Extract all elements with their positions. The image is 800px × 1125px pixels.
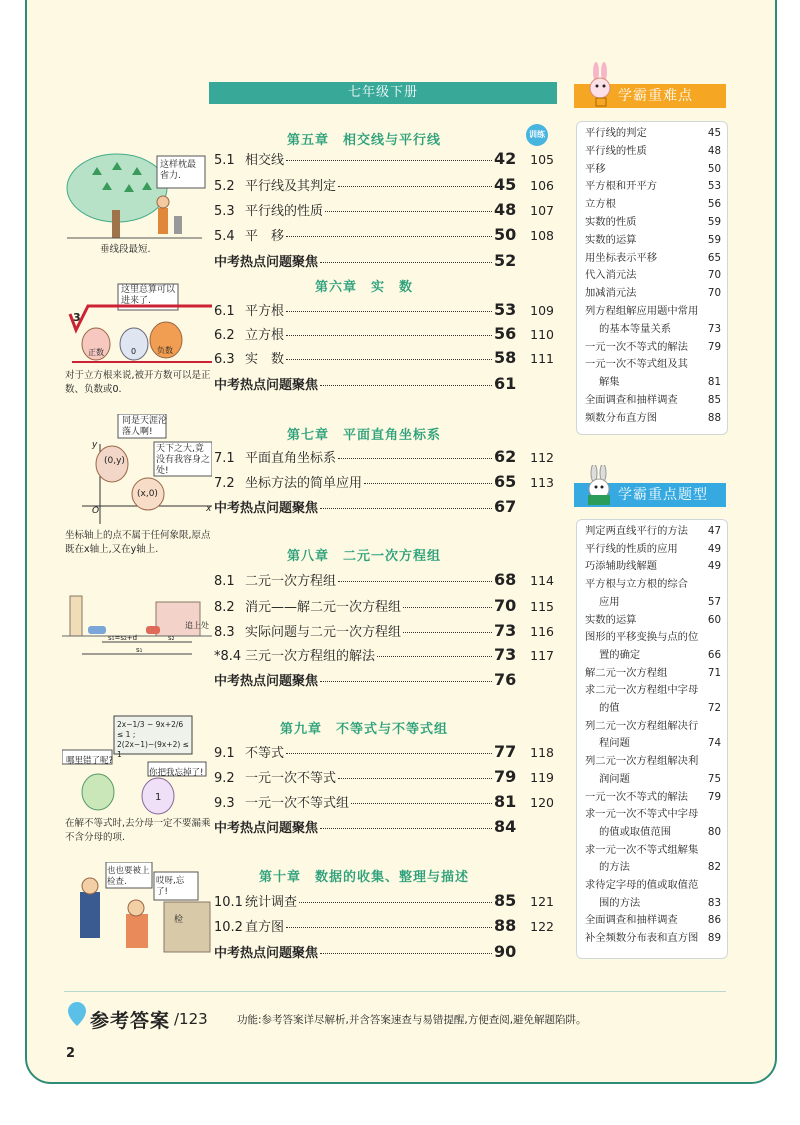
toc-row[interactable] — [214, 645, 554, 665]
panel-item-page: 83 — [707, 896, 721, 909]
dot-leader — [286, 160, 492, 161]
toc-row[interactable] — [214, 742, 554, 762]
panel-item-title: 全面调查和抽样调查 — [585, 394, 678, 406]
toc-row[interactable] — [214, 891, 554, 911]
panel-item-page: 60 — [707, 613, 721, 626]
inequality-caption: 在解不等式时,去分母一定不要漏乘不含分母的项. — [65, 818, 211, 843]
panel-item[interactable] — [585, 523, 721, 540]
panel-item[interactable] — [585, 576, 721, 593]
panel-item-title: 立方根 — [585, 198, 616, 211]
exercise-page: 119 — [530, 770, 554, 785]
exercise-page: 111 — [530, 351, 554, 366]
section-page: 62 — [494, 447, 517, 466]
section-title: 一元一次不等式组 — [245, 796, 350, 811]
panel-item-title: 列二元一次方程组解决利 — [585, 755, 699, 768]
panel-item[interactable] — [585, 267, 721, 284]
exercise-page: 114 — [530, 573, 554, 588]
hot-topics-row[interactable] — [214, 251, 516, 271]
chapter-heading: 第十章 数据的收集、整理与描述 — [258, 870, 469, 885]
section-title: 平行线及其判定 — [245, 179, 337, 194]
panel-item-title: 实数的性质 — [585, 216, 637, 228]
section-number: 6.1 — [214, 304, 235, 319]
hot-topics-title: 中考热点问题聚焦 — [214, 378, 319, 393]
panel-item-title: 的基本等量关系 — [599, 322, 672, 335]
toc-row[interactable] — [214, 300, 554, 320]
hot-topics-title: 中考热点问题聚焦 — [214, 501, 319, 516]
panel-item-page: 45 — [707, 127, 721, 139]
dot-leader — [338, 458, 492, 459]
panel-item[interactable] — [585, 178, 721, 195]
panel-item-page: 75 — [707, 772, 721, 785]
panel-item-title: 全面调查和抽样调查 — [585, 914, 678, 927]
section-number: 7.1 — [214, 451, 235, 466]
dot-leader — [320, 681, 492, 682]
chapter-heading: 第五章 相交线与平行线 — [286, 133, 441, 148]
hot-topics-page: 76 — [494, 670, 517, 689]
dot-leader — [320, 262, 492, 263]
section-title: 三元一次方程组的解法 — [245, 649, 376, 664]
section-number: 9.3 — [214, 796, 235, 811]
exercise-page: 117 — [530, 648, 554, 663]
footer-divider — [64, 991, 726, 992]
root-caption: 对于立方根来说,被开方数可以是正数、负数或0. — [65, 370, 211, 395]
panel-item[interactable] — [585, 682, 721, 699]
panel-item-title: 实数的运算 — [585, 613, 637, 626]
chapter-heading: 第九章 不等式与不等式组 — [279, 722, 448, 737]
panel-item-page: 66 — [707, 648, 721, 661]
panel-item[interactable] — [585, 877, 721, 894]
section-number: 6.3 — [214, 352, 235, 367]
panel-item-page: 57 — [707, 595, 721, 608]
hot-topics-row[interactable] — [214, 374, 516, 394]
dot-leader — [403, 607, 492, 608]
toc-row[interactable] — [214, 621, 554, 641]
survey-speech-bubble-2: 哎呀,忘了! — [156, 876, 185, 897]
toc-row[interactable] — [214, 792, 554, 812]
section-page: 50 — [494, 225, 517, 244]
panel-item[interactable] — [585, 214, 721, 231]
exercise-page: 113 — [530, 475, 554, 490]
hot-topics-page: 67 — [494, 497, 517, 516]
tree-speech-bubble: 这样枕最省力. — [160, 160, 197, 181]
panel-item-title: 程问题 — [599, 737, 630, 750]
hot-topics-row[interactable] — [214, 497, 516, 517]
section-page: 88 — [494, 916, 517, 935]
tree-caption: 垂线段最短. — [100, 244, 151, 255]
panel-item-title: 平方根和开平方 — [585, 180, 658, 193]
toc-row[interactable] — [214, 570, 554, 590]
side-heading-label: 学霸重难点 — [618, 88, 693, 104]
section-page: 73 — [494, 645, 517, 664]
panel-item-page: 49 — [707, 560, 721, 573]
panel-item-title: 平行线的判定 — [585, 127, 647, 139]
coord-point-on-y-axis: (0,y) — [104, 456, 125, 466]
section-page: 81 — [494, 792, 517, 811]
road-s1-label: s₁ — [136, 646, 143, 654]
panel-item-title: 判定两直线平行的方法 — [585, 525, 688, 537]
panel-item[interactable] — [585, 250, 721, 267]
section-title: 相交线 — [245, 153, 285, 168]
panel-item-title: 的值或取值范围 — [599, 825, 672, 838]
panel-item[interactable] — [585, 895, 721, 912]
rabbit-icon — [578, 465, 618, 507]
panel-item[interactable] — [585, 196, 721, 213]
exercise-page: 108 — [530, 228, 554, 243]
panel-item[interactable] — [585, 753, 721, 770]
coord-caption: 坐标轴上的点不属于任何象限,原点既在x轴上,又在y轴上. — [65, 530, 211, 555]
dot-leader — [320, 953, 492, 954]
panel-item-page: 59 — [707, 216, 721, 228]
hot-topics-title: 中考热点问题聚焦 — [214, 674, 319, 689]
panel-item-title: 解集 — [599, 376, 620, 389]
toc-row[interactable] — [214, 225, 554, 245]
dot-leader — [338, 581, 492, 582]
section-page: 85 — [494, 891, 517, 910]
coord-y-axis-label: y — [92, 440, 98, 450]
section-page: 58 — [494, 348, 517, 367]
root-zero-label: 0 — [131, 347, 137, 356]
panel-item[interactable] — [585, 374, 721, 391]
panel-item[interactable] — [585, 718, 721, 735]
panel-item-title: 用坐标表示平移 — [585, 251, 658, 264]
dot-leader — [338, 186, 492, 187]
section-title: 实际问题与二元一次方程组 — [245, 625, 402, 640]
section-number: 5.4 — [214, 229, 235, 244]
panel-item[interactable] — [585, 594, 721, 611]
panel-item-page: 79 — [707, 790, 721, 803]
survey-sign: 检 — [174, 915, 184, 925]
panel-item[interactable] — [585, 321, 721, 338]
hot-topics-row[interactable] — [214, 942, 516, 962]
panel-item-page: 73 — [707, 322, 721, 335]
root-speech-bubble: 这里总算可以进来了. — [121, 285, 176, 306]
toc-row[interactable] — [214, 324, 554, 344]
panel-item-title: 列二元一次方程组解决行 — [585, 719, 699, 732]
dot-leader — [286, 335, 492, 336]
side-heading-key-points — [574, 84, 726, 108]
train-badge-icon: 训练 — [526, 124, 548, 146]
panel-item-title: 一元一次不等式的解法 — [585, 790, 688, 803]
panel-item-page: 72 — [707, 702, 721, 714]
section-number: 10.1 — [214, 895, 243, 910]
toc-row[interactable] — [214, 175, 554, 195]
panel-item[interactable] — [585, 392, 721, 409]
section-title: 立方根 — [245, 328, 285, 343]
section-page: 79 — [494, 767, 517, 786]
panel-item[interactable] — [585, 859, 721, 876]
chapter-heading: 第六章 实 数 — [314, 280, 413, 295]
dot-leader — [299, 902, 492, 903]
panel-item[interactable] — [585, 824, 721, 841]
section-title: 平行线的性质 — [245, 204, 324, 219]
panel-item-page: 65 — [707, 251, 721, 264]
panel-item-page: 49 — [707, 542, 721, 555]
panel-item-title: 求待定字母的值或取值范 — [585, 879, 699, 891]
panel-item-page: 81 — [707, 376, 721, 389]
hot-topics-page: 90 — [494, 942, 517, 961]
section-page: 53 — [494, 300, 517, 319]
panel-item-title: 求一元一次不等式组解集 — [585, 843, 699, 856]
panel-item-page: 53 — [707, 180, 721, 193]
panel-item-page: 50 — [707, 162, 721, 175]
root-negative-label: 负数 — [157, 346, 173, 355]
section-page: 70 — [494, 596, 517, 615]
hot-topics-title: 中考热点问题聚焦 — [214, 821, 319, 836]
panel-item-page: 89 — [707, 932, 721, 945]
hot-topics-page: 61 — [494, 374, 517, 393]
question-types-panel — [576, 519, 728, 959]
page-number: 2 — [66, 1046, 76, 1061]
panel-item[interactable] — [585, 339, 721, 356]
coord-x-axis-label: x — [206, 504, 212, 514]
panel-item-title: 置的确定 — [599, 648, 641, 661]
panel-item-title: 图形的平移变换与点的位 — [585, 631, 699, 644]
panel-item-page: 59 — [707, 233, 721, 246]
exercise-page: 112 — [530, 450, 554, 465]
inequality-board: 2x−1/3 − 9x+2/6 ≤ 1 ; 2(2x−1)−(9x+2) ≤ 1 — [117, 720, 189, 759]
toc-row[interactable] — [214, 348, 554, 368]
inequality-speech-bubble-2: 你把我忘掉了! — [149, 768, 204, 778]
section-page: 65 — [494, 472, 517, 491]
section-page: 45 — [494, 175, 517, 194]
exercise-page: 116 — [530, 624, 554, 639]
panel-item-page: 48 — [707, 144, 721, 157]
panel-item[interactable] — [585, 125, 721, 142]
exercise-page: 115 — [530, 599, 554, 614]
panel-item-title: 补全频数分布表和直方图 — [585, 932, 699, 945]
panel-item-page: 74 — [707, 737, 721, 750]
root-index-label: 3 — [73, 311, 81, 324]
section-title: 坐标方法的简单应用 — [245, 476, 363, 491]
exercise-page: 107 — [530, 203, 554, 218]
section-number: 6.2 — [214, 328, 235, 343]
panel-item[interactable] — [585, 665, 721, 682]
panel-item-title: 解二元一次方程组 — [585, 666, 668, 679]
section-title: 平方根 — [245, 304, 285, 319]
rabbit-icon — [578, 62, 618, 108]
exercise-page: 105 — [530, 152, 554, 167]
panel-item-title: 频数分布直方图 — [585, 411, 658, 424]
section-number: 8.1 — [214, 574, 235, 589]
coord-point-on-x-axis: (x,0) — [137, 489, 158, 499]
section-title: 直方图 — [245, 920, 285, 935]
panel-item[interactable] — [585, 232, 721, 249]
panel-item[interactable] — [585, 285, 721, 302]
section-number: 10.2 — [214, 920, 243, 935]
panel-item-page: 70 — [707, 269, 721, 282]
exercise-page: 118 — [530, 745, 554, 760]
survey-speech-bubble-1: 也也要被上检查. — [107, 866, 150, 887]
panel-item[interactable] — [585, 356, 721, 373]
panel-item-title: 求一元一次不等式中字母 — [585, 808, 699, 821]
panel-item[interactable] — [585, 303, 721, 320]
panel-item[interactable] — [585, 161, 721, 178]
section-number: 5.2 — [214, 179, 235, 194]
panel-item-title: 巧添辅助线解题 — [585, 560, 658, 573]
panel-item-page: 70 — [707, 287, 721, 300]
panel-item-page: 47 — [707, 525, 721, 537]
section-title: 实 数 — [245, 352, 285, 367]
chapter-heading: 第八章 二元一次方程组 — [286, 549, 441, 564]
panel-item[interactable] — [585, 930, 721, 947]
key-points-panel — [576, 121, 728, 435]
panel-item[interactable] — [585, 842, 721, 859]
panel-item-title: 求二元一次方程组中字母 — [585, 684, 699, 697]
toc-row[interactable] — [214, 916, 554, 936]
road-s2-label: s₂ — [168, 634, 175, 642]
toc-row[interactable] — [214, 596, 554, 616]
section-title: 二元一次方程组 — [245, 574, 337, 589]
dot-leader — [364, 483, 492, 484]
panel-item[interactable] — [585, 700, 721, 717]
section-page: 77 — [494, 742, 517, 761]
exercise-page: 120 — [530, 795, 554, 810]
panel-item[interactable] — [585, 143, 721, 160]
panel-item-page: 88 — [707, 411, 721, 424]
answer-description: 功能:参考答案详尽解析,并含答案速查与易错提醒,方便查阅,避免解题陷阱。 — [237, 1014, 587, 1026]
toc-row[interactable] — [214, 200, 554, 220]
panel-item-title: 的方法 — [599, 861, 630, 874]
dot-leader — [286, 927, 492, 928]
dot-leader — [286, 359, 492, 360]
panel-item[interactable] — [585, 558, 721, 575]
panel-item-page: 86 — [707, 914, 721, 927]
panel-item[interactable] — [585, 629, 721, 646]
dot-leader — [286, 236, 492, 237]
section-title: 统计调查 — [245, 895, 298, 910]
toc-row[interactable] — [214, 447, 554, 467]
coord-speech-bubble-2: 天下之大,竟没有我容身之处! — [156, 444, 211, 476]
hot-topics-page: 84 — [494, 817, 517, 836]
panel-item[interactable] — [585, 912, 721, 929]
exercise-page: 109 — [530, 303, 554, 318]
hot-topics-row[interactable] — [214, 817, 516, 837]
section-title: 不等式 — [245, 746, 285, 761]
exercise-page: 121 — [530, 894, 554, 909]
inequality-speech-bubble-1: 哪里错了呢? — [66, 756, 114, 766]
panel-item-title: 一元一次不等式组及其 — [585, 358, 688, 371]
dot-leader — [351, 803, 492, 804]
panel-item-title: 实数的运算 — [585, 233, 637, 246]
section-page: 42 — [494, 149, 517, 168]
panel-item-title: 平行线的性质 — [585, 144, 647, 157]
road-equation: s₁=s₂+d — [108, 634, 138, 642]
panel-item[interactable] — [585, 771, 721, 788]
road-catch-up-label: 追上处 — [185, 621, 209, 630]
section-title: 平面直角坐标系 — [245, 451, 337, 466]
grade-banner: 七年级下册 — [209, 82, 557, 104]
panel-item-page: 79 — [707, 340, 721, 353]
section-title: 消元——解二元一次方程组 — [245, 600, 402, 615]
answer-title: 参考答案 — [90, 1010, 171, 1032]
panel-item-title: 的值 — [599, 702, 620, 714]
panel-item-page: 56 — [707, 198, 721, 211]
dot-leader — [325, 211, 492, 212]
hot-topics-title: 中考热点问题聚焦 — [214, 255, 319, 270]
root-positive-label: 正数 — [88, 348, 104, 357]
section-number: 8.3 — [214, 625, 235, 640]
section-page: 56 — [494, 324, 517, 343]
dot-leader — [377, 656, 492, 657]
panel-item[interactable] — [585, 410, 721, 427]
chapter-heading: 第七章 平面直角坐标系 — [286, 428, 441, 443]
panel-item-title: 平移 — [585, 162, 606, 175]
section-number: 9.2 — [214, 771, 235, 786]
panel-item-page: 82 — [707, 861, 721, 874]
dot-leader — [286, 311, 492, 312]
dot-leader — [286, 753, 492, 754]
panel-item-title: 应用 — [599, 595, 620, 608]
dot-leader — [338, 778, 492, 779]
hot-topics-page: 52 — [494, 251, 517, 270]
panel-item[interactable] — [585, 541, 721, 558]
exercise-page: 106 — [530, 178, 554, 193]
section-number: 7.2 — [214, 476, 235, 491]
side-heading-label: 学霸重点题型 — [618, 487, 708, 503]
section-number: 5.3 — [214, 204, 235, 219]
panel-item-title: 平方根与立方根的综合 — [585, 578, 688, 591]
section-number: 9.1 — [214, 746, 235, 761]
inequality-one-label: 1 — [155, 792, 162, 803]
panel-item-page: 80 — [707, 825, 721, 838]
section-number: 5.1 — [214, 153, 235, 168]
dot-leader — [403, 632, 492, 633]
section-number: *8.4 — [214, 649, 242, 664]
section-title: 一元一次不等式 — [245, 771, 337, 786]
dot-leader — [320, 508, 492, 509]
section-page: 48 — [494, 200, 517, 219]
toc-row[interactable] — [214, 149, 554, 169]
panel-item[interactable] — [585, 735, 721, 752]
panel-item-title: 平行线的性质的应用 — [585, 542, 678, 555]
panel-item-title: 围的方法 — [599, 896, 641, 909]
panel-item[interactable] — [585, 806, 721, 823]
section-page: 68 — [494, 570, 517, 589]
panel-item-page: 71 — [707, 666, 721, 679]
panel-item-title: 列方程组解应用题中常用 — [585, 305, 699, 317]
hot-topics-row[interactable] — [214, 670, 516, 690]
section-page: 73 — [494, 621, 517, 640]
coord-speech-bubble-1: 同是天涯沦落人啊! — [122, 416, 168, 437]
panel-item[interactable] — [585, 647, 721, 664]
pin-icon — [66, 1000, 88, 1028]
toc-row[interactable] — [214, 472, 554, 492]
coord-origin-label: O — [92, 506, 100, 516]
panel-item[interactable] — [585, 789, 721, 806]
panel-item[interactable] — [585, 612, 721, 629]
panel-item-page: 85 — [707, 394, 721, 406]
panel-item-title: 加减消元法 — [585, 287, 637, 300]
panel-item-title: 润问题 — [599, 772, 630, 785]
side-heading-question-types — [574, 483, 726, 507]
toc-row[interactable] — [214, 767, 554, 787]
dot-leader — [320, 828, 492, 829]
exercise-page: 110 — [530, 327, 554, 342]
exercise-page: 122 — [530, 919, 554, 934]
panel-item-title: 代入消元法 — [585, 269, 637, 282]
section-title: 平 移 — [245, 229, 285, 244]
hot-topics-title: 中考热点问题聚焦 — [214, 946, 319, 961]
panel-item-title: 一元一次不等式的解法 — [585, 340, 688, 353]
section-number: 8.2 — [214, 600, 235, 615]
answer-page: /123 — [174, 1010, 208, 1028]
dot-leader — [320, 385, 492, 386]
